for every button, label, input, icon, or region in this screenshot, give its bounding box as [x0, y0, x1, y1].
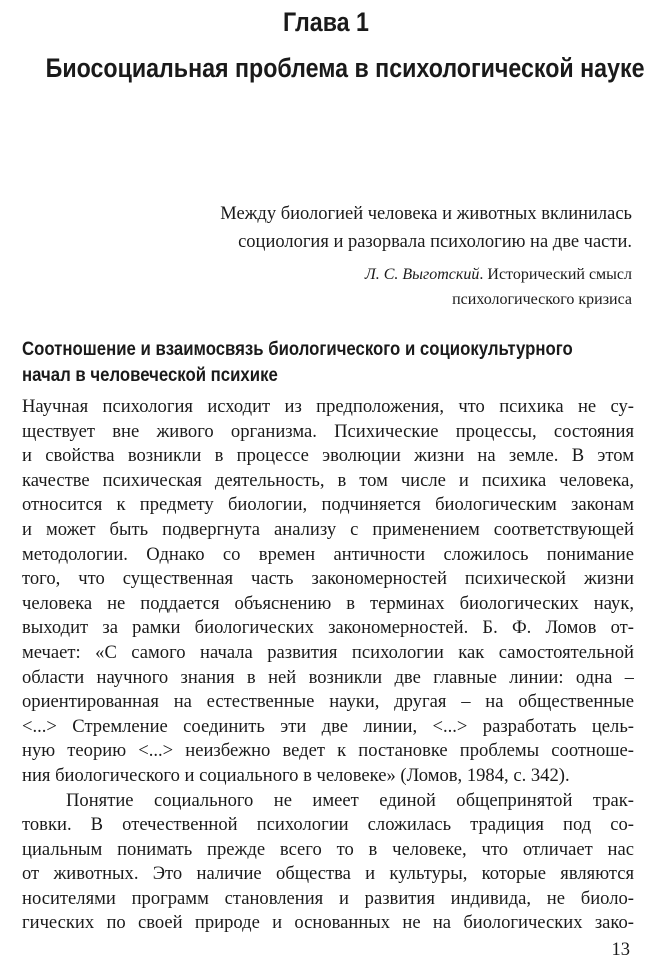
text-line: мечает: «С самого начала развития психологии как самостоятельной	[22, 641, 634, 663]
text-line: относится к предмету биологии, подчиняется биологическим законам	[22, 494, 634, 516]
epigraph-source	[112, 262, 632, 312]
text-line: и свойства возникли в процессе эволюции жизни на земле. В этом	[22, 445, 634, 467]
text-line: ществует вне живого организма. Психические процессы, состояния	[22, 420, 634, 442]
text-line: методологии. Однако со времен античности сложилось понимание	[22, 543, 634, 565]
epigraph-work-title: . Исторический смысл	[479, 266, 632, 283]
text-line: Понятие социального не имеет единой общепринятой трак-	[66, 789, 634, 811]
epigraph-line: социология и разорвала психологию на две части.	[238, 232, 632, 252]
text-line: и может быть подвергнута анализу с применением соответствующей	[22, 518, 634, 540]
page-number: 13	[611, 940, 630, 960]
paragraph	[22, 789, 634, 937]
epigraph-line: Между биологией человека и животных вклинилась	[220, 204, 632, 224]
text-line: циальным понимать прежде всего то в человеке, что отличает нас	[22, 838, 634, 860]
text-line: гических по своей природе и основанных не на биологических зако-	[22, 912, 634, 934]
text-line: того, что существенная часть закономерностей психической жизни	[22, 568, 634, 590]
section-heading-line: начал в человеческой психике	[22, 364, 278, 386]
text-line: качестве психическая деятельность, в том числе и психика человека,	[22, 469, 634, 491]
text-line: ориентированная на естественные науки, другая – на общественные	[22, 691, 634, 713]
chapter-title: Глава 1	[283, 7, 369, 37]
paragraph	[22, 395, 634, 789]
epigraph-author: Л. С. Выготский	[364, 266, 480, 283]
body-text	[22, 395, 634, 936]
epigraph	[112, 200, 632, 312]
text-line: ния биологического и социального в человеке» (Ломов, 1984, с. 342).	[22, 764, 570, 786]
text-line: <...> Стремление соединить эти две линии, <...> разработать цель-	[22, 715, 634, 737]
text-line: носителями программ становления и развития индивида, не биоло-	[22, 887, 634, 909]
text-line: области научного знания в ней возникли две главные линии: одна –	[22, 666, 634, 688]
section-heading	[22, 336, 642, 388]
text-line: выходит за рамки биологических закономерностей. Б. Ф. Ломов от-	[22, 617, 634, 639]
text-line: Научная психология исходит из предположения, что психика не су-	[22, 396, 634, 417]
epigraph-work-title-cont: психологического кризиса	[452, 291, 632, 308]
text-line: от животных. Это наличие общества и культуры, которые являются	[22, 863, 634, 885]
section-heading-line: Соотношение и взаимосвязь биологического и социокультурного	[22, 338, 573, 360]
chapter-subtitle: Биосоциальная проблема в психологической науке	[45, 53, 645, 83]
text-line: ную теорию <...> неизбежно ведет к постановке проблемы соотноше-	[22, 740, 634, 762]
text-line: товки. В отечественной психологии сложилась традиция под со-	[22, 814, 634, 836]
text-line: человека не поддается объяснению в терминах биологических наук,	[22, 592, 634, 614]
